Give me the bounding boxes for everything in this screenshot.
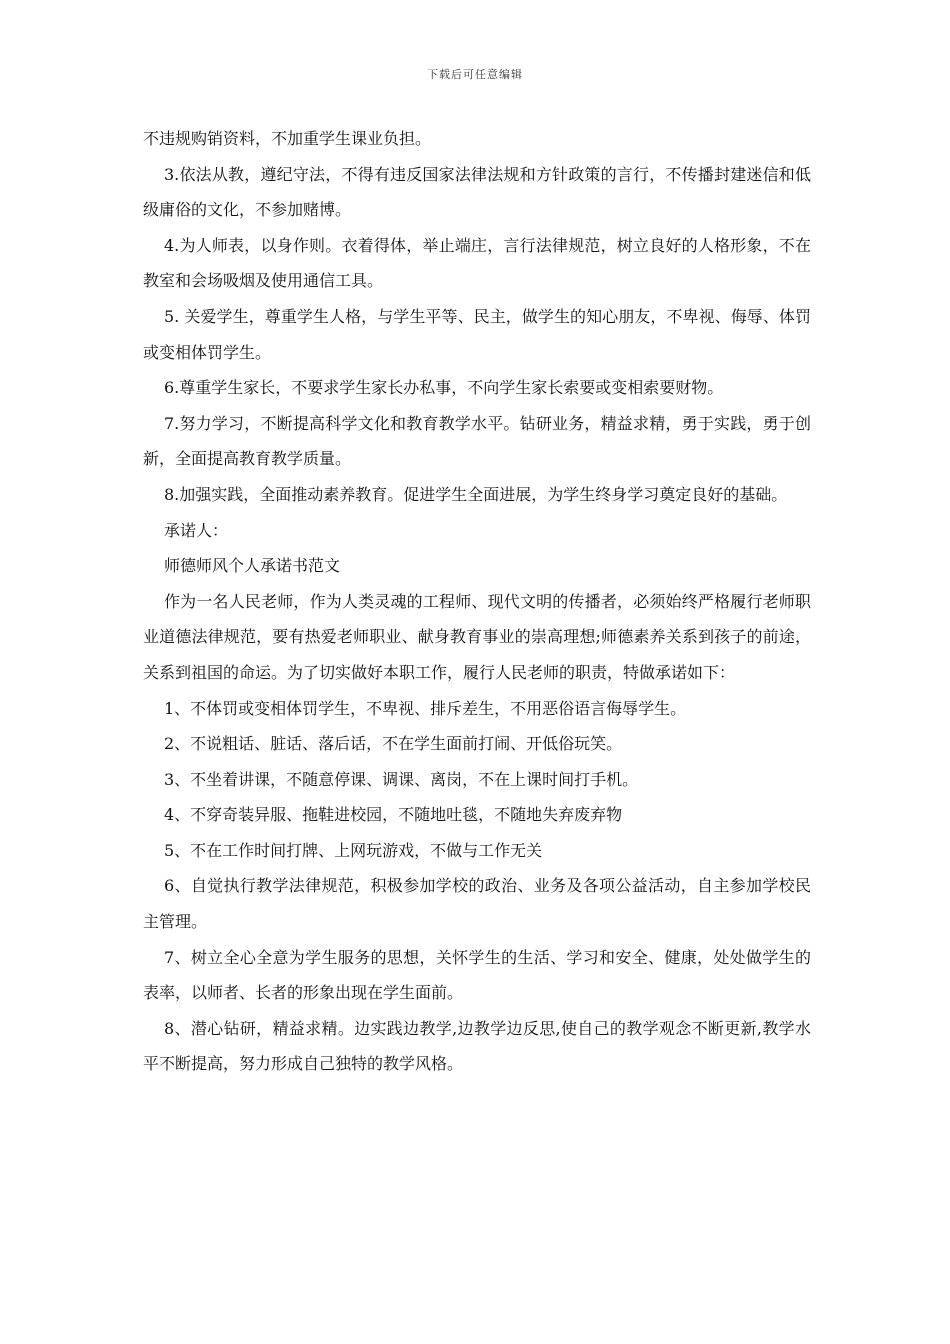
pledge-item-1: 1、不体罚或变相体罚学生，不卑视、排斥差生，不用恶俗语言侮辱学生。 bbox=[164, 698, 687, 718]
pledge-item-3: 3、不坐着讲课，不随意停课、调课、离岗，不在上课时间打手机。 bbox=[164, 769, 639, 789]
paragraph-item-3: 3.依法从教，遵纪守法，不得有违反国家法律法规和方针政策的言行，不传播封建迷信和低级庸俗的文化，不参加赌博。 bbox=[143, 164, 811, 220]
pledge-item-7: 7、树立全心全意为学生服务的思想，关怀学生的生活、学习和安全、健康，处处做学生的表率，以师者、长者的形象出现在学生面前。 bbox=[143, 947, 811, 1003]
pledge-item-4: 4、不穿奇装异服、拖鞋进校园，不随地吐毯，不随地失弃废弃物 bbox=[164, 805, 623, 825]
signatory-label: 承诺人： bbox=[164, 520, 229, 540]
document-body bbox=[143, 121, 811, 1082]
pledge-item-6: 6、自觉执行教学法律规范，积极参加学校的政治、业务及各项公益活动，自主参加学校民主管理。 bbox=[143, 876, 811, 932]
paragraph-item-8: 8.加强实践，全面推动素养教育。促进学生全面进展，为学生终身学习奠定良好的基础。 bbox=[164, 484, 788, 504]
page-header: 下载后可任意编辑 bbox=[427, 68, 523, 81]
paragraph-item-5: 5. 关爱学生，尊重学生人格，与学生平等、民主，做学生的知心朋友，不卑视、侮辱、体罚或变相体罚学生。 bbox=[143, 306, 811, 362]
paragraph-item-6: 6.尊重学生家长，不要求学生家长办私事，不向学生家长索要或变相索要财物。 bbox=[164, 378, 724, 398]
paragraph-item-4: 4.为人师表，以身作则。衣着得体，举止端庄，言行法律规范，树立良好的人格形象，不在教室和会场吸烟及使用通信工具。 bbox=[143, 235, 811, 291]
pledge-item-5: 5、不在工作时间打牌、上网玩游戏，不做与工作无关 bbox=[164, 840, 543, 860]
pledge-item-2: 2、不说粗话、脏话、落后话，不在学生面前打闹、开低俗玩笑。 bbox=[164, 734, 623, 754]
section-title: 师德师风个人承诺书范文 bbox=[164, 556, 341, 576]
pledge-item-8: 8、潜心钻研，精益求精。边实践边教学,边教学边反思,使自己的教学观念不断更新,教学水平不断提高，努力形成自己独特的教学风格。 bbox=[143, 1018, 811, 1074]
intro-paragraph: 作为一名人民老师，作为人类灵魂的工程师、现代文明的传播者，必须始终严格履行老师职业道德法律规范，要有热爱老师职业、献身教育事业的崇高理想;师德素养关系到孩子的前途，关系到祖国的命运。为了切实做好本职工作，履行人民老师的职责，特做承诺如下： bbox=[143, 591, 811, 682]
paragraph-continuation: 不违规购销资料，不加重学生课业负担。 bbox=[143, 129, 432, 148]
paragraph-item-7: 7.努力学习，不断提高科学文化和教育教学水平。钻研业务，精益求精，勇于实践，勇于创新，全面提高教育教学质量。 bbox=[143, 413, 811, 469]
